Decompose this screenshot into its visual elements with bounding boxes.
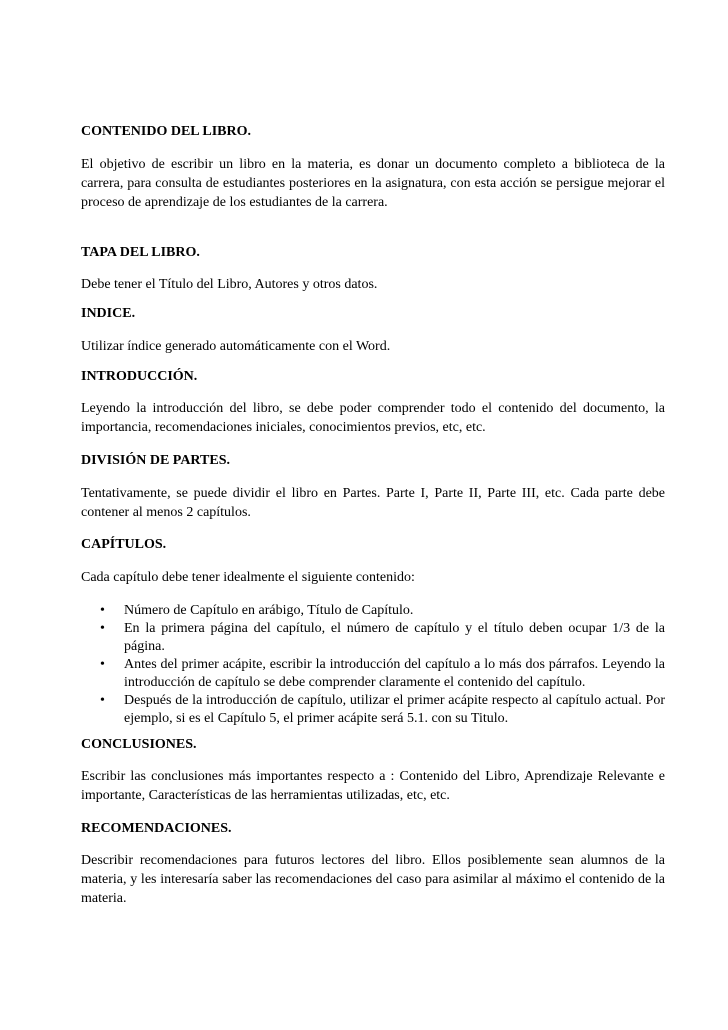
- paragraph-recomendaciones: Describir recomendaciones para futuros lectores del libro. Ellos posiblemente sean alumnos de la materia, y les interesaría saber las recomendaciones del caso para asimilar al máximo el contenido de la materia.: [81, 853, 665, 906]
- paragraph-conclusiones: Escribir las conclusiones más importantes respecto a : Contenido del Libro, Aprendizaje Relevante e importante, Características de las herramientas utilizadas, etc, etc.: [81, 769, 665, 803]
- heading-capitulos: CAPÍTULOS.: [81, 537, 167, 552]
- heading-tapa: TAPA DEL LIBRO.: [81, 245, 200, 260]
- heading-introduccion: INTRODUCCIÓN.: [81, 369, 198, 384]
- paragraph-division: Tentativamente, se puede dividir el libro en Partes. Parte I, Parte II, Parte III, etc. Cada parte debe contener al menos 2 capítulos.: [81, 486, 665, 520]
- list-item: • Número de Capítulo en arábigo, Título de Capítulo.: [100, 603, 414, 618]
- paragraph-tapa: Debe tener el Título del Libro, Autores y otros datos.: [81, 277, 378, 292]
- bullet-icon: •: [100, 603, 105, 618]
- bullet-icon: •: [100, 693, 105, 708]
- paragraph-contenido: El objetivo de escribir un libro en la materia, es donar un documento completo a biblioteca de la carrera, para consulta de estudiantes posteriores en la asignatura, con esta acción se persigue mejorar el proceso de aprendizaje de los estudiantes de la carrera.: [81, 157, 665, 210]
- heading-contenido: CONTENIDO DEL LIBRO.: [81, 124, 251, 139]
- paragraph-capitulos: Cada capítulo debe tener idealmente el siguiente contenido:: [81, 570, 415, 585]
- bullet-icon: •: [100, 657, 105, 672]
- list-item: • Antes del primer acápite, escribir la introducción del capítulo a lo más dos párrafos. Leyendo la introducción de capítulo se debe comprender claramente el contenido del capítulo.: [100, 657, 665, 690]
- paragraph-introduccion: Leyendo la introducción del libro, se debe poder comprender todo el contenido del documento, la importancia, recomendaciones iniciales, conocimientos previos, etc, etc.: [81, 401, 665, 435]
- paragraph-indice: Utilizar índice generado automáticamente con el Word.: [81, 339, 391, 354]
- bullet-icon: •: [100, 621, 105, 636]
- heading-recomendaciones: RECOMENDACIONES.: [81, 821, 232, 836]
- list-item: • En la primera página del capítulo, el número de capítulo y el título deben ocupar 1/3 de la página.: [100, 621, 665, 654]
- heading-indice: INDICE.: [81, 306, 136, 321]
- bullet-list-capitulos: [81, 602, 665, 728]
- list-item: • Después de la introducción de capítulo, utilizar el primer acápite respecto al capítulo actual. Por ejemplo, si es el Capítulo 5, el primer acápite será 5.1. con su Titulo.: [100, 693, 665, 726]
- heading-division: DIVISIÓN DE PARTES.: [81, 453, 231, 468]
- heading-conclusiones: CONCLUSIONES.: [81, 737, 197, 752]
